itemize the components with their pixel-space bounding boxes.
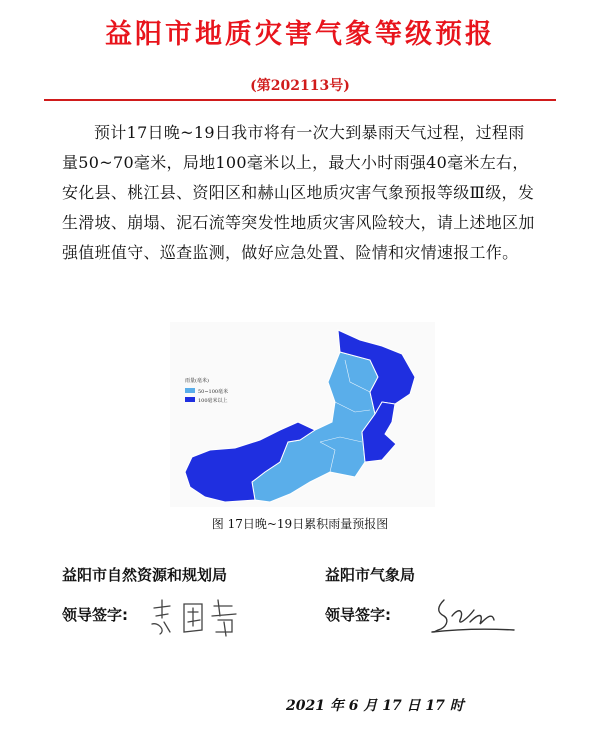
agency-right: 益阳市气象局 <box>325 566 416 584</box>
sign-label-left: 领导签字: <box>62 606 128 624</box>
issue-number: (第202113号) <box>250 78 350 94</box>
legend-label-light: 50~100毫米 <box>198 389 229 395</box>
agency-left: 益阳市自然资源和规划局 <box>62 566 228 584</box>
signature-right <box>430 594 520 638</box>
signature-left <box>148 596 258 638</box>
sign-label-right: 领导签字: <box>325 606 391 624</box>
legend-swatch-light <box>185 388 195 393</box>
legend-swatch-dark <box>185 397 195 402</box>
legend-title: 雨量(毫米) <box>185 378 209 384</box>
map-caption: 图 17日晚~19日累积雨量预报图 <box>211 517 389 531</box>
legend-label-dark: 100毫米以上 <box>198 398 228 404</box>
forecast-paragraph: 预计17日晚~19日我市将有一次大到暴雨天气过程，过程雨量50~70毫米，局地100毫米以上，最大小时雨强40毫米左右，安化县、桃江县、资阳区和赫山区地质灾害气象预报等级Ⅲ级，发生滑坡、崩塌、泥石流等突发性地质灾害风险较大，请上述地区加强值班值守、巡查监测，做好应急处置、险情和灾情速报工作。 <box>62 123 535 262</box>
map-legend <box>185 377 228 404</box>
rainfall-map-graphic <box>170 322 435 507</box>
issue-date: 2021 年 6 月 17 日 17 时 <box>286 698 464 714</box>
document-title: 益阳市地质灾害气象等级预报 <box>105 19 495 50</box>
header-divider <box>44 99 556 101</box>
rainfall-map <box>170 322 435 507</box>
map-region-light <box>252 352 378 502</box>
